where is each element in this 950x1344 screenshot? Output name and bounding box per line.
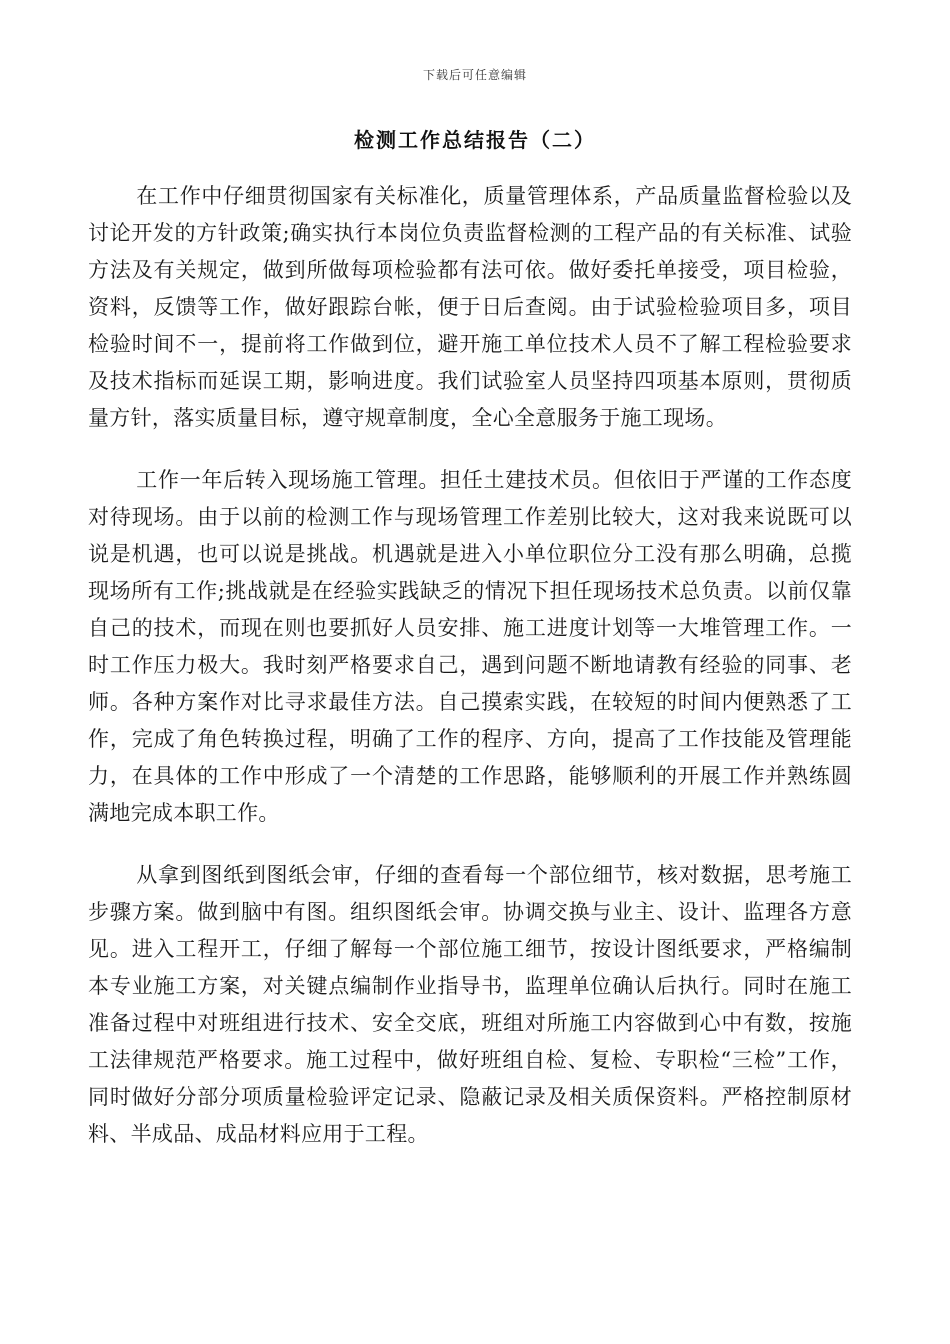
download-note: 下载后可任意编辑 (422, 68, 527, 82)
document-body (88, 178, 852, 1178)
document-title: 检测工作总结报告（二） (354, 128, 596, 152)
paragraph-1: 在工作中仔细贯彻国家有关标准化，质量管理体系，产品质量监督检验以及讨论开发的方针政策;确实执行本岗位负责监督检测的工程产品的有关标准、试验方法及有关规定，做到所做每项检验都有法可依。做好委托单接受，项目检验，资料，反馈等工作，做好跟踪台帐，便于日后查阅。由于试验检验项目多，项目检验时间不一，提前将工作做到位，避开施工单位技术人员不了解工程检验要求及技术指标而延误工期，影响进度。我们试验室人员坚持四项基本原则，贯彻质量方针，落实质量目标，遵守规章制度，全心全意服务于施工现场。 (88, 184, 852, 430)
paragraph-3: 从拿到图纸到图纸会审，仔细的查看每一个部位细节，核对数据，思考施工步骤方案。做到脑中有图。组织图纸会审。协调交换与业主、设计、监理各方意见。进入工程开工，仔细了解每一个部位施工细节，按设计图纸要求，严格编制本专业施工方案，对关键点编制作业指导书，监理单位确认后执行。同时在施工准备过程中对班组进行技术、安全交底，班组对所施工内容做到心中有数，按施工法律规范严格要求。施工过程中，做好班组自检、复检、专职检“三检”工作，同时做好分部分项质量检验评定记录、隐蔽记录及相关质保资料。严格控制原材料、半成品、成品材料应用于工程。 (88, 863, 852, 1146)
paragraph-2: 工作一年后转入现场施工管理。担任土建技术员。但依旧于严谨的工作态度对待现场。由于以前的检测工作与现场管理工作差别比较大，这对我来说既可以说是机遇，也可以说是挑战。机遇就是进入小单位职位分工没有那么明确，总揽现场所有工作;挑战就是在经验实践缺乏的情况下担任现场技术总负责。以前仅靠自己的技术，而现在则也要抓好人员安排、施工进度计划等一大堆管理工作。一时工作压力极大。我时刻严格要求自己，遇到问题不断地请教有经验的同事、老师。各种方案作对比寻求最佳方法。自己摸索实践，在较短的时间内便熟悉了工作，完成了角色转换过程，明确了工作的程序、方向，提高了工作技能及管理能力，在具体的工作中形成了一个清楚的工作思路，能够顺利的开展工作并熟练圆满地完成本职工作。 (88, 468, 852, 825)
